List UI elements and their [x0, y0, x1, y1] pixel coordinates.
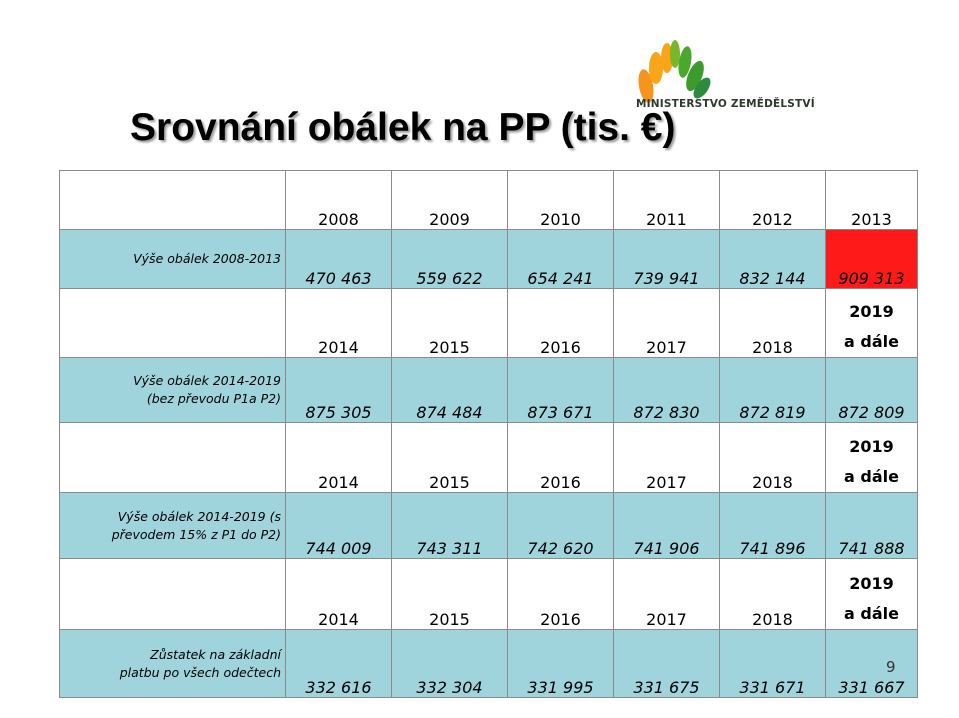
- value-cell: 470 463: [286, 230, 392, 289]
- year-cell-last: [826, 423, 918, 493]
- page-title: Srovnání obálek na PP (tis. €): [130, 106, 676, 149]
- value-cell: 741 896: [720, 493, 826, 559]
- row-label: [60, 358, 286, 423]
- value-cell: 331 667: [826, 630, 918, 698]
- header-empty-cell: [60, 171, 286, 230]
- value-cell: 331 671: [720, 630, 826, 698]
- row-label-line: Výše obálek 2014-2019: [133, 373, 281, 388]
- value-cell: 332 304: [392, 630, 508, 698]
- page-number: 9: [886, 658, 896, 676]
- row-label: [60, 630, 286, 698]
- year-last-suffix: a dále: [844, 467, 899, 486]
- year-cell: 2015: [392, 559, 508, 630]
- value-cell: 559 622: [392, 230, 508, 289]
- year-cell: 2018: [720, 289, 826, 358]
- year-last: 2019: [849, 574, 894, 593]
- row-label-line: platbu po všech odečtech: [119, 664, 281, 680]
- value-cell: 744 009: [286, 493, 392, 559]
- year-cell: 2017: [614, 289, 720, 358]
- value-cell: 654 241: [508, 230, 614, 289]
- year-last-suffix: a dále: [844, 332, 899, 351]
- years-row-3: [60, 423, 918, 493]
- values-row-2: [60, 358, 918, 423]
- value-cell: 741 906: [614, 493, 720, 559]
- value-cell: 332 616: [286, 630, 392, 698]
- envelope-table: [59, 170, 918, 698]
- value-cell: 331 995: [508, 630, 614, 698]
- header-empty-cell: [60, 289, 286, 358]
- logo-text: MINISTERSTVO ZEMĚDĚLSTVÍ: [636, 98, 815, 110]
- value-cell: 743 311: [392, 493, 508, 559]
- year-cell: 2014: [286, 423, 392, 493]
- year-cell: 2014: [286, 559, 392, 630]
- year-cell: 2014: [286, 289, 392, 358]
- year-cell: 2016: [508, 289, 614, 358]
- row-label: Výše obálek 2008-2013: [60, 230, 286, 289]
- years-row-1: [60, 171, 918, 230]
- header-empty-cell: [60, 423, 286, 493]
- row-label-line: Výše obálek 2014-2019 (s: [117, 508, 281, 524]
- header-empty-cell: [60, 559, 286, 630]
- year-cell: 2008: [286, 171, 392, 230]
- value-cell: 872 809: [826, 358, 918, 423]
- value-cell: 872 819: [720, 358, 826, 423]
- value-cell: 832 144: [720, 230, 826, 289]
- ministry-logo: [596, 28, 815, 118]
- year-cell-last: [826, 289, 918, 358]
- year-cell: 2012: [720, 171, 826, 230]
- years-row-4: [60, 559, 918, 630]
- year-last-suffix: a dále: [844, 604, 899, 623]
- year-cell: 2016: [508, 559, 614, 630]
- year-last: 2019: [849, 302, 894, 321]
- year-cell: 2011: [614, 171, 720, 230]
- value-cell: 874 484: [392, 358, 508, 423]
- value-cell: 741 888: [826, 493, 918, 559]
- row-label-line: (bez převodu P1a P2): [146, 391, 281, 406]
- value-cell: 331 675: [614, 630, 720, 698]
- value-cell: 742 620: [508, 493, 614, 559]
- year-cell: 2015: [392, 423, 508, 493]
- values-row-4: [60, 630, 918, 698]
- row-label-line: Zůstatek na základní: [150, 646, 281, 662]
- year-cell: 2016: [508, 423, 614, 493]
- value-cell: 739 941: [614, 230, 720, 289]
- values-row-1: [60, 230, 918, 289]
- year-last: 2019: [849, 437, 894, 456]
- year-cell: 2018: [720, 559, 826, 630]
- year-cell: 2010: [508, 171, 614, 230]
- values-row-3: [60, 493, 918, 559]
- year-cell: 2013: [826, 171, 918, 230]
- year-cell: 2009: [392, 171, 508, 230]
- highlighted-value-cell: 909 313: [826, 230, 918, 289]
- value-cell: 873 671: [508, 358, 614, 423]
- year-cell: 2017: [614, 559, 720, 630]
- value-cell: 875 305: [286, 358, 392, 423]
- row-label-line: převodem 15% z P1 do P2): [111, 526, 281, 542]
- year-cell: 2018: [720, 423, 826, 493]
- years-row-2: [60, 289, 918, 358]
- year-cell: 2015: [392, 289, 508, 358]
- year-cell: 2017: [614, 423, 720, 493]
- value-cell: 872 830: [614, 358, 720, 423]
- row-label: [60, 493, 286, 559]
- year-cell-last: [826, 559, 918, 630]
